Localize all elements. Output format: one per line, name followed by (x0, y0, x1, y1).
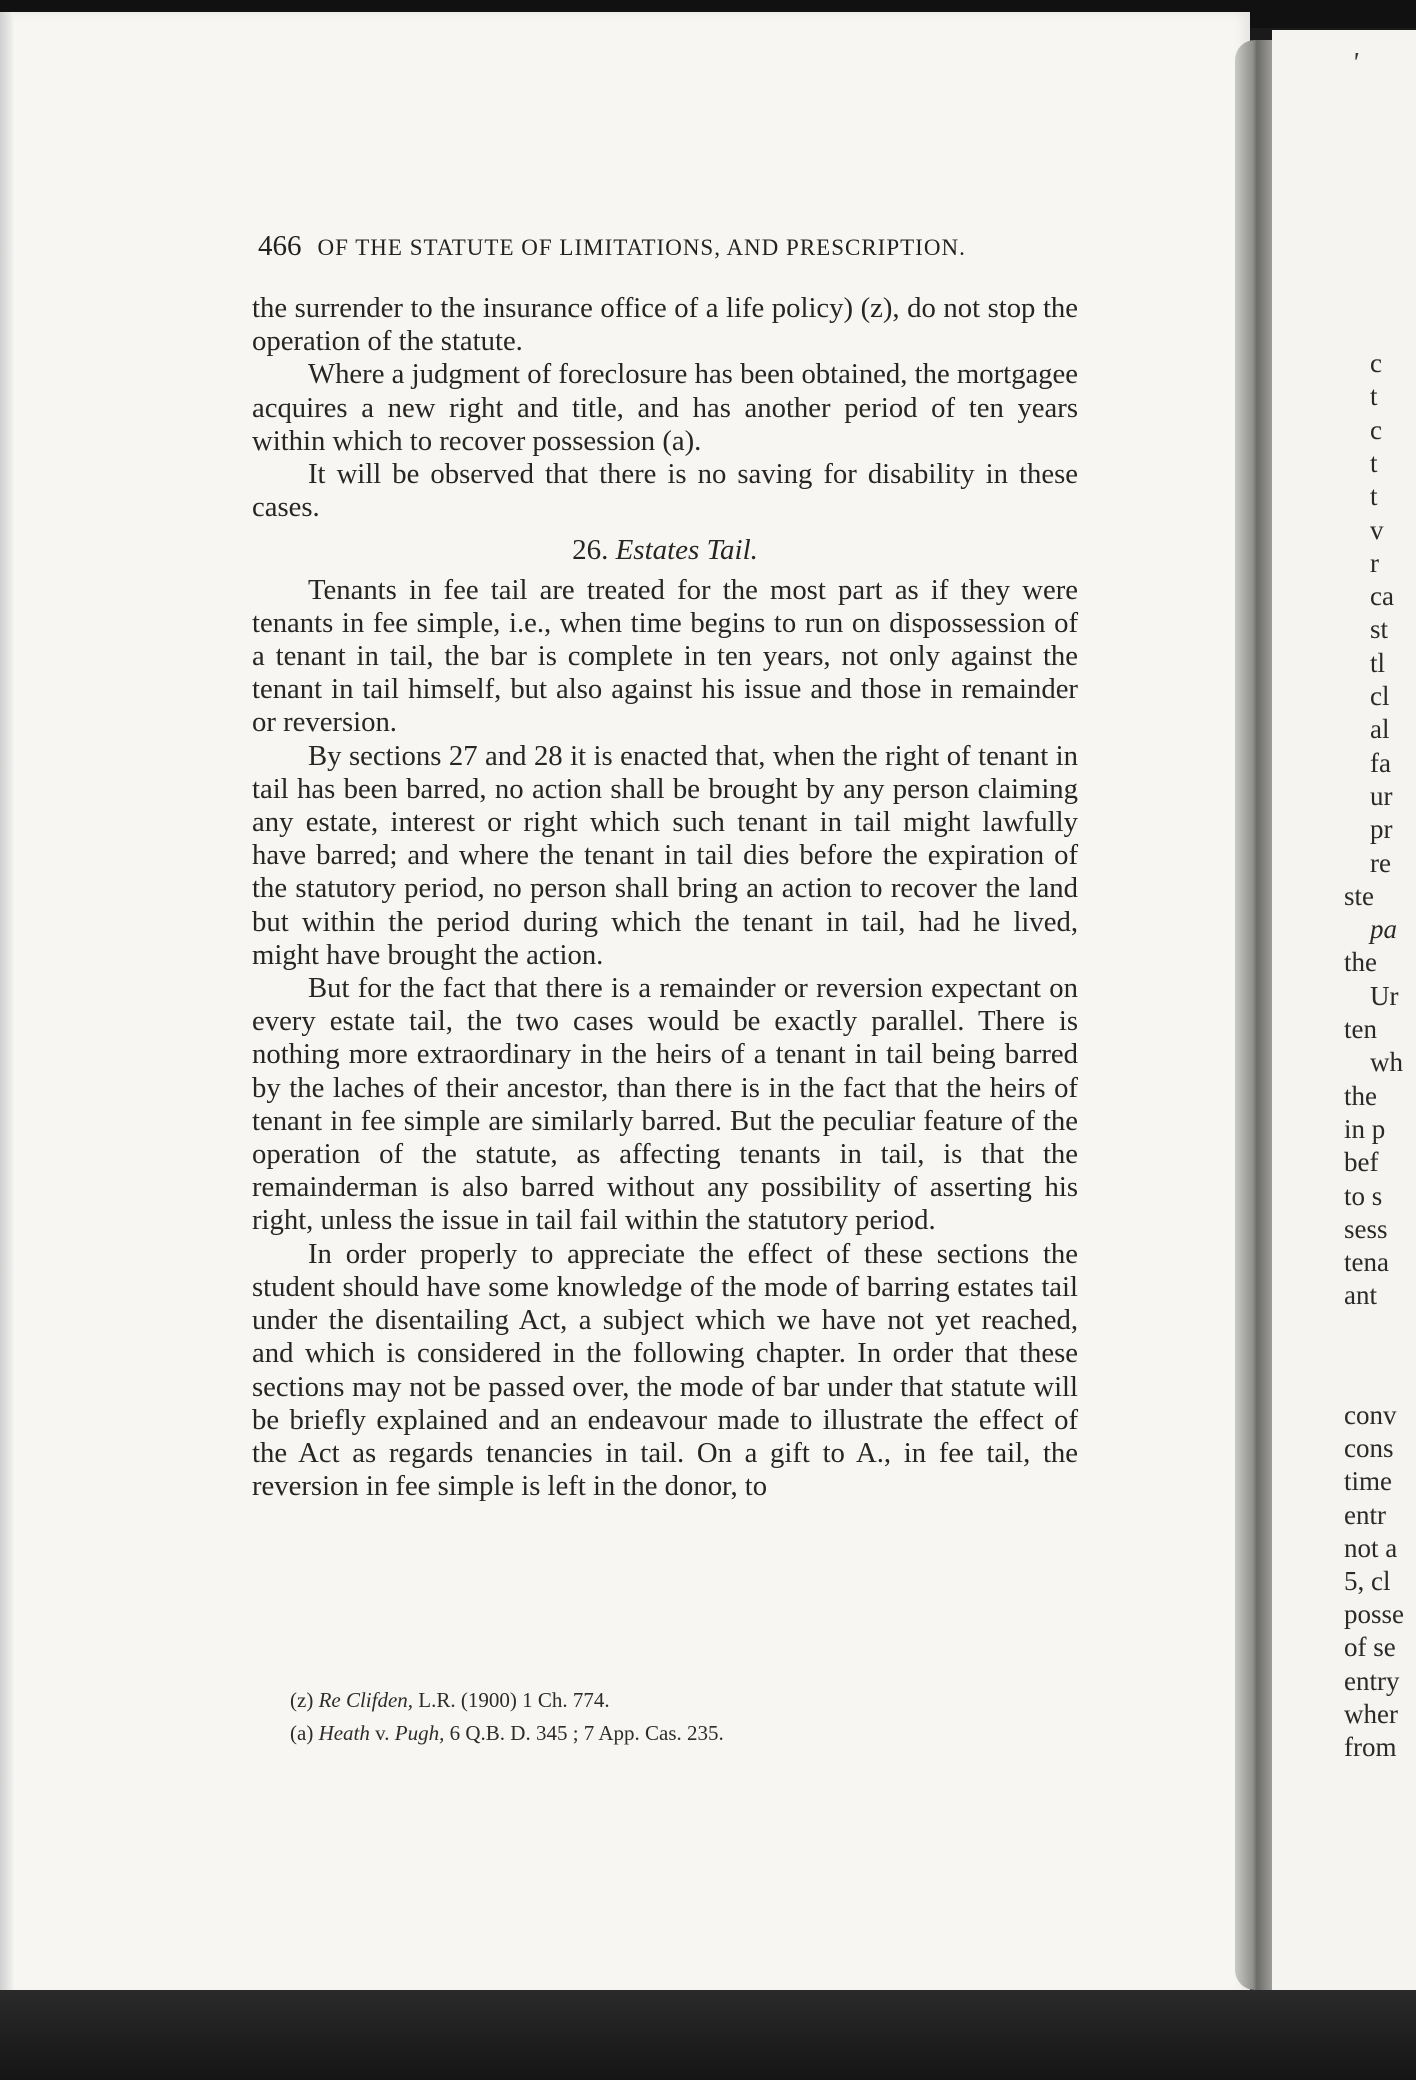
footnote-a (290, 1717, 1070, 1750)
right-page-fragment: bef (1344, 1147, 1379, 1178)
right-page-mark: ' (1352, 48, 1358, 79)
right-page-fragment: t (1370, 381, 1378, 412)
right-page-fragment: wher (1344, 1698, 1398, 1729)
right-page-fragment: not a (1344, 1532, 1398, 1563)
footnote-citation: L.R. (1900) 1 Ch. 774. (418, 1688, 610, 1712)
right-page-fragment: Ur (1370, 980, 1399, 1011)
right-page-fragment: al (1370, 714, 1390, 745)
scan-border-bottom (0, 1990, 1416, 2080)
right-page-fragment: tena (1344, 1247, 1389, 1278)
right-page-fragment: to s (1344, 1180, 1383, 1211)
right-page-fragment: t (1370, 481, 1378, 512)
right-page-fragment: sess (1344, 1213, 1388, 1244)
right-page-fragment: st (1370, 614, 1389, 645)
section-number: 26. (572, 534, 609, 567)
right-page-fragment: conv (1344, 1400, 1397, 1430)
right-page-fragment: the (1344, 947, 1377, 978)
right-page-fragment: tl (1370, 647, 1386, 678)
paragraph-1: the surrender to the insurance office of a life policy) (z), do not stop the operation of the statute. (252, 292, 1078, 358)
right-page-fragment: entr (1344, 1499, 1386, 1530)
right-page-fragment: ten (1344, 1014, 1377, 1044)
right-page-fragment: re (1370, 847, 1391, 878)
right-page-fragment: cons (1344, 1433, 1394, 1464)
footnote-case-name: Heath (318, 1721, 370, 1745)
footnote-mark: (z) (290, 1688, 314, 1712)
footnote-mark: (a) (290, 1721, 314, 1745)
page-edge (0, 12, 14, 1997)
right-page-fragment: ur (1370, 780, 1393, 811)
section-title: Estates Tail. (615, 534, 758, 567)
right-page-fragment: the (1344, 1080, 1377, 1111)
footnote-versus: v. (375, 1721, 390, 1745)
right-page-fragment: ca (1370, 581, 1394, 612)
book-gutter (1235, 40, 1275, 1990)
footnote-z (290, 1684, 1070, 1717)
paragraph-5: By sections 27 and 28 it is enacted that, when the right of tenant in tail has been barred, no action shall be brought by any person claiming any estate, interest or right which such tenant in tail might lawfully have barred; and where the tenant in tail dies before the expiration of the statutory period, no person shall bring an action to recover the land but within the period during which the tenant in tail, had he lived, might have brought the action. (252, 739, 1078, 971)
footnotes (290, 1684, 1070, 1750)
paragraph-3: It will be observed that there is no saving for disability in these cases. (252, 458, 1078, 524)
right-page-fragment: time (1344, 1466, 1392, 1497)
paragraph-2: Where a judgment of foreclosure has been obtained, the mortgagee acquires a new right and title, and has another period of ten years within which to recover possession (a). (252, 358, 1078, 457)
right-page-fragment: wh (1370, 1047, 1403, 1078)
paragraph-7: In order properly to appreciate the effect of these sections the student should have some knowledge of the mode of barring estates tail under the disentailing Act, a subject which we have not yet reached, and which is considered in the following chapter. In order that these sections may not be passed over, the mode of bar under that statute will be briefly explained and an endeavour made to illustrate the effect of the Act as regards tenancies in tail. On a gift to A., in fee tail, the reversion in fee simple is left in the donor, to (252, 1237, 1078, 1503)
right-page-fragment: ste (1344, 880, 1374, 911)
right-page-fragments (1272, 30, 1416, 1990)
page-body (252, 292, 1078, 1503)
footnote-citation: 6 Q.B. D. 345 ; 7 App. Cas. 235. (449, 1721, 724, 1745)
right-page-fragment: fa (1370, 747, 1391, 778)
right-page-fragment: posse (1344, 1599, 1404, 1630)
right-page-fragment: t (1370, 447, 1378, 478)
paragraph-4: Tenants in fee tail are treated for the most part as if they were tenants in fee simple, i.e., when time begins to run on dispossession of a tenant in tail, the bar is complete in ten years, not only against the tenant in tail himself, but also against his issue and those in remainder or reversion. (252, 573, 1078, 739)
right-page-fragment: of se (1344, 1632, 1396, 1663)
right-page-fragment: cl (1370, 681, 1390, 711)
right-page-fragment: c (1370, 348, 1382, 378)
right-page-fragment: pa (1370, 914, 1397, 945)
footnote-case-name: Re Clifden, (318, 1688, 414, 1712)
right-page-fragment: c (1370, 414, 1382, 445)
paragraph-6: But for the fact that there is a remainder or reversion expectant on every estate tail, the two cases would be exactly parallel. There is nothing more extraordinary in the heirs of a tenant in tail being barred by the laches of their ancestor, than there is in the fact that the heirs of tenant in fee simple are similarly barred. But the peculiar feature of the operation of the statute, as affecting tenants in tail, is that the remainderman is also barred without any possibility of asserting his right, unless the issue in tail fail within the statutory period. (252, 972, 1078, 1237)
section-heading (252, 534, 1078, 567)
right-page (1272, 30, 1416, 1990)
right-page-fragment: from (1344, 1732, 1397, 1762)
right-page-fragment: ant (1344, 1280, 1377, 1311)
right-page-fragment: 5, cl (1344, 1566, 1391, 1596)
running-title: OF THE STATUTE OF LIMITATIONS, AND PRESCRIPTION. (317, 235, 966, 260)
right-page-fragment: v (1370, 514, 1384, 545)
right-page-fragment: r (1370, 547, 1379, 578)
footnote-case-name: Pugh, (394, 1721, 445, 1745)
right-page-fragment: in p (1344, 1113, 1386, 1144)
running-header (258, 230, 1078, 263)
page-number: 466 (258, 230, 302, 262)
right-page-fragment: pr (1370, 814, 1393, 845)
right-page-fragment: entry (1344, 1665, 1400, 1696)
